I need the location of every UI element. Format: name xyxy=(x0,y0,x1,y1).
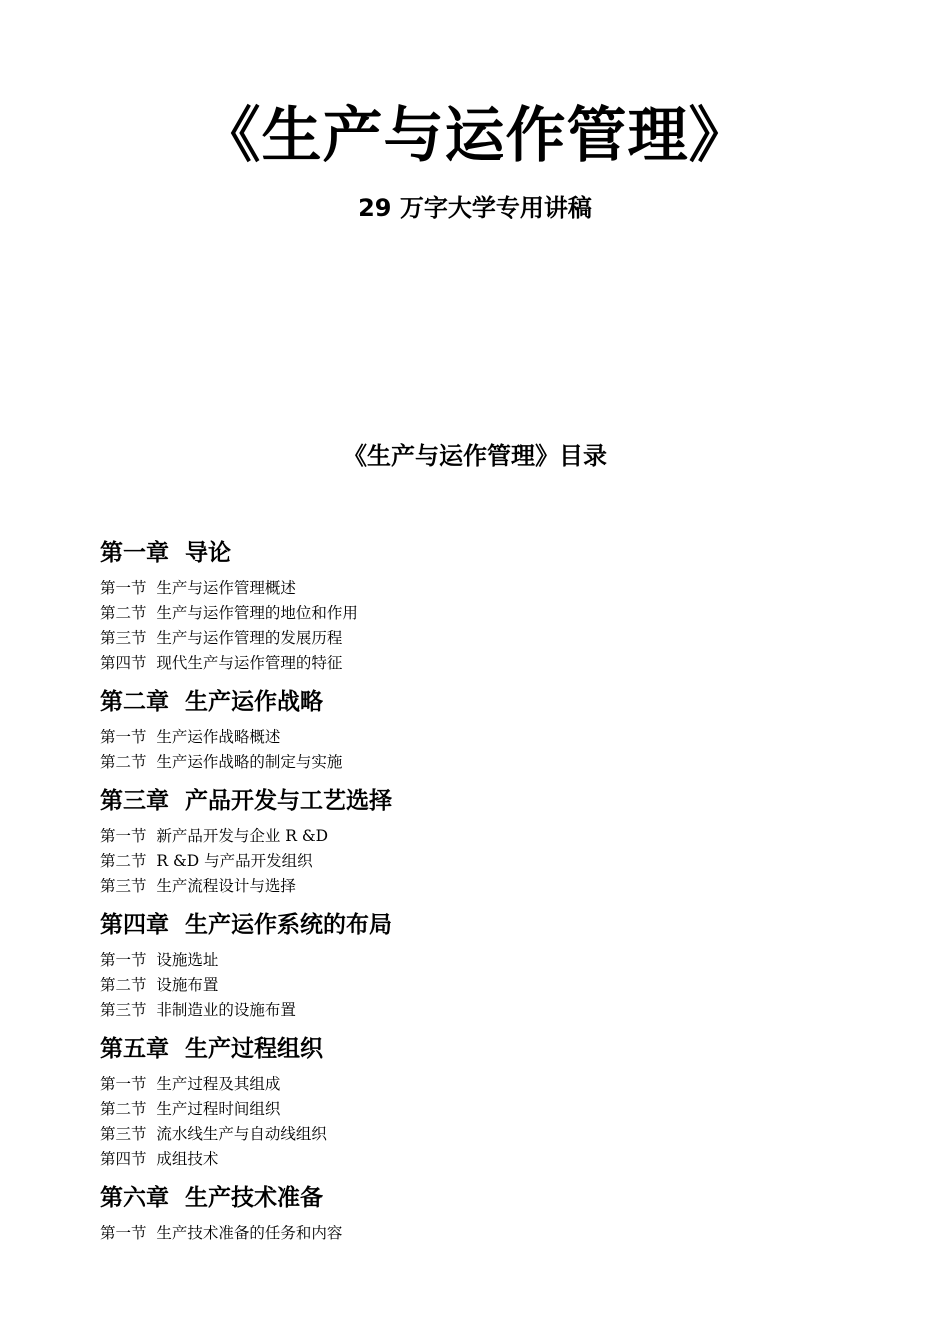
toc-chapter xyxy=(100,784,880,899)
toc-chapter xyxy=(100,685,880,775)
section-entry: 第一节 新产品开发与企业 R &D xyxy=(100,827,329,845)
chapter-title: 第一章 导论 xyxy=(100,540,232,566)
section-entry: 第一节 设施选址 xyxy=(100,951,219,969)
section-entry: 第四节 成组技术 xyxy=(100,1150,219,1168)
toc-chapter xyxy=(100,908,880,1023)
chapter-title: 第五章 生产过程组织 xyxy=(100,1036,324,1062)
section-entry: 第三节 生产与运作管理的发展历程 xyxy=(100,629,343,647)
toc-chapter xyxy=(100,1032,880,1172)
section-entry: 第一节 生产运作战略概述 xyxy=(100,728,281,746)
section-entry: 第三节 非制造业的设施布置 xyxy=(100,1001,296,1019)
chapter-title: 第三章 产品开发与工艺选择 xyxy=(100,788,393,814)
table-of-contents xyxy=(100,536,880,1246)
toc-chapter xyxy=(100,1181,880,1246)
section-entry: 第三节 流水线生产与自动线组织 xyxy=(100,1125,327,1143)
document-title: 《生产与运作管理》 xyxy=(200,101,750,171)
section-entry: 第二节 生产与运作管理的地位和作用 xyxy=(100,604,358,622)
section-entry: 第四节 现代生产与运作管理的特征 xyxy=(100,654,343,672)
section-entry: 第一节 生产过程及其组成 xyxy=(100,1075,281,1093)
section-entry: 第二节 生产过程时间组织 xyxy=(100,1100,281,1118)
section-entry: 第三节 生产流程设计与选择 xyxy=(100,877,296,895)
document-subtitle: 29 万字大学专用讲稿 xyxy=(358,194,592,222)
section-entry: 第二节 生产运作战略的制定与实施 xyxy=(100,753,343,771)
chapter-title: 第四章 生产运作系统的布局 xyxy=(100,912,393,938)
section-entry: 第二节 设施布置 xyxy=(100,976,219,994)
chapter-title: 第六章 生产技术准备 xyxy=(100,1185,324,1211)
section-entry: 第二节 R &D 与产品开发组织 xyxy=(100,852,313,870)
section-entry: 第一节 生产与运作管理概述 xyxy=(100,579,296,597)
chapter-title: 第二章 生产运作战略 xyxy=(100,689,324,715)
toc-chapter xyxy=(100,536,880,676)
toc-title: 《生产与运作管理》目录 xyxy=(343,442,607,470)
section-entry: 第一节 生产技术准备的任务和内容 xyxy=(100,1224,343,1242)
